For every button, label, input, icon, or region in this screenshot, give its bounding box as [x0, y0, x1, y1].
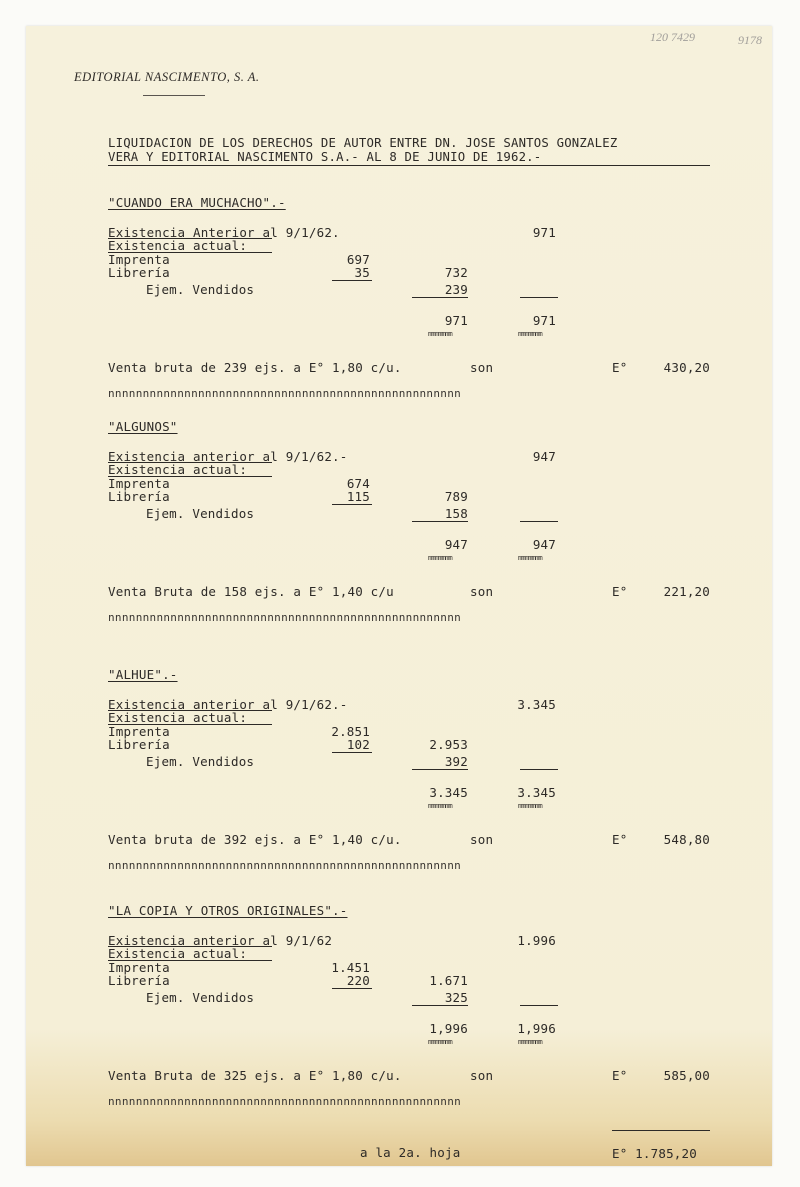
existencia-actual-underline: [108, 462, 272, 463]
libreria-sum-rule: [332, 280, 372, 281]
vendidos-sum-rule: [412, 521, 468, 522]
libreria-value: 35: [354, 265, 370, 280]
venta-amount: 548,80: [663, 832, 710, 847]
vendidos-label: Ejem. Vendidos: [146, 282, 255, 297]
libreria-value: 102: [346, 737, 370, 752]
vendidos-label: Ejem. Vendidos: [146, 506, 255, 521]
existencia-actual-label: Existencia actual:: [108, 710, 248, 725]
title-underline: [108, 165, 710, 166]
total-left-double-underline: mmmmmmm: [428, 330, 452, 338]
actual-total-value: 2.953: [429, 737, 468, 752]
libreria-value: 220: [346, 973, 370, 988]
imprenta-label: Imprenta: [108, 960, 170, 975]
libreria-value: 115: [346, 489, 370, 504]
existencia-anterior-label: Existencia anterior al 9/1/62.-: [108, 449, 348, 464]
currency-label: E°: [612, 584, 628, 599]
existencia-anterior-value: 1.996: [517, 933, 556, 948]
section-title: "CUANDO ERA MUCHACHO".-: [108, 195, 286, 210]
venta-amount: 585,00: [663, 1068, 710, 1083]
total-right-double-underline: mmmmmmm: [518, 802, 542, 810]
existencia-anterior-value: 971: [532, 225, 556, 240]
son-label: son: [470, 360, 494, 375]
grand-total-rule: [612, 1130, 710, 1131]
libreria-sum-rule: [332, 752, 372, 753]
vendidos-value: 392: [444, 754, 468, 769]
libreria-sum-rule: [332, 988, 372, 989]
son-label: son: [470, 832, 494, 847]
existencia-actual-underline: [108, 946, 272, 947]
section-separator: nnnnnnnnnnnnnnnnnnnnnnnnnnnnnnnnnnnnnnnnnnnnnnnnnnn: [108, 1095, 462, 1108]
existencia-actual-underline-2: [108, 476, 272, 477]
vendidos-value: 325: [444, 990, 468, 1005]
actual-total-value: 1.671: [429, 973, 468, 988]
total-left-double-underline: mmmmmmm: [428, 1038, 452, 1046]
existencia-actual-underline-2: [108, 960, 272, 961]
total-left-double-underline: mmmmmmm: [428, 554, 452, 562]
letterhead-company: EDITORIAL NASCIMENTO, S. A.: [74, 70, 260, 84]
total-right: 1,996: [517, 1021, 556, 1036]
total-left-double-underline: mmmmmmm: [428, 802, 452, 810]
imprenta-value: 697: [346, 252, 370, 267]
libreria-label: Librería: [108, 973, 170, 988]
section-separator: nnnnnnnnnnnnnnnnnnnnnnnnnnnnnnnnnnnnnnnnnnnnnnnnnnn: [108, 859, 462, 872]
imprenta-label: Imprenta: [108, 252, 170, 267]
total-right-rule: [520, 769, 558, 770]
total-right: 3.345: [517, 785, 556, 800]
section-separator: nnnnnnnnnnnnnnnnnnnnnnnnnnnnnnnnnnnnnnnnnnnnnnnnnnn: [108, 387, 462, 400]
existencia-actual-underline: [108, 238, 272, 239]
total-right-double-underline: mmmmmmm: [518, 330, 542, 338]
existencia-anterior-label: Existencia anterior al 9/1/62: [108, 933, 333, 948]
vendidos-sum-rule: [412, 1005, 468, 1006]
currency-label: E°: [612, 832, 628, 847]
grand-total: E° 1.785,20: [612, 1146, 697, 1161]
libreria-label: Librería: [108, 737, 170, 752]
existencia-actual-underline-2: [108, 252, 272, 253]
vendidos-label: Ejem. Vendidos: [146, 754, 255, 769]
existencia-anterior-label: Existencia anterior al 9/1/62.-: [108, 697, 348, 712]
document-title-line1: LIQUIDACION DE LOS DERECHOS DE AUTOR ENTRE DN. JOSE SANTOS GONZALEZ: [108, 136, 618, 150]
total-left: 3.345: [429, 785, 468, 800]
vendidos-label: Ejem. Vendidos: [146, 990, 255, 1005]
existencia-actual-underline: [108, 710, 272, 711]
total-left: 1,996: [429, 1021, 468, 1036]
letterhead-rule: [143, 95, 205, 96]
total-left: 971: [444, 313, 468, 328]
archive-folio: 9178: [738, 33, 762, 47]
imprenta-label: Imprenta: [108, 476, 170, 491]
libreria-sum-rule: [332, 504, 372, 505]
total-right-rule: [520, 297, 558, 298]
venta-amount: 430,20: [663, 360, 710, 375]
section-separator: nnnnnnnnnnnnnnnnnnnnnnnnnnnnnnnnnnnnnnnnnnnnnnnnnnn: [108, 611, 462, 624]
existencia-actual-label: Existencia actual:: [108, 946, 248, 961]
son-label: son: [470, 1068, 494, 1083]
vendidos-value: 158: [444, 506, 468, 521]
existencia-anterior-value: 947: [532, 449, 556, 464]
section-title: "ALHUE".-: [108, 667, 178, 682]
total-right-rule: [520, 521, 558, 522]
currency-label: E°: [612, 1068, 628, 1083]
currency-label: E°: [612, 360, 628, 375]
existencia-anterior-value: 3.345: [517, 697, 556, 712]
total-right: 947: [532, 537, 556, 552]
vendidos-sum-rule: [412, 769, 468, 770]
venta-text: Venta bruta de 239 ejs. a E° 1,80 c/u.: [108, 360, 402, 375]
venta-text: Venta Bruta de 158 ejs. a E° 1,40 c/u: [108, 584, 394, 599]
archive-code: 120 7429: [650, 30, 695, 44]
total-right-double-underline: mmmmmmm: [518, 1038, 542, 1046]
section-title: "LA COPIA Y OTROS ORIGINALES".-: [108, 903, 348, 918]
actual-total-value: 789: [444, 489, 468, 504]
continues-note: a la 2a. hoja: [360, 1145, 461, 1160]
venta-text: Venta bruta de 392 ejs. a E° 1,40 c/u.: [108, 832, 402, 847]
vendidos-sum-rule: [412, 297, 468, 298]
venta-amount: 221,20: [663, 584, 710, 599]
imprenta-value: 1.451: [331, 960, 370, 975]
imprenta-label: Imprenta: [108, 724, 170, 739]
existencia-anterior-label: Existencia Anterior al 9/1/62.: [108, 225, 340, 240]
total-right-double-underline: mmmmmmm: [518, 554, 542, 562]
actual-total-value: 732: [444, 265, 468, 280]
existencia-actual-label: Existencia actual:: [108, 238, 248, 253]
total-right: 971: [532, 313, 556, 328]
vendidos-value: 239: [444, 282, 468, 297]
imprenta-value: 2.851: [331, 724, 370, 739]
total-right-rule: [520, 1005, 558, 1006]
libreria-label: Librería: [108, 489, 170, 504]
total-left: 947: [444, 537, 468, 552]
existencia-actual-underline-2: [108, 724, 272, 725]
section-title: "ALGUNOS": [108, 419, 178, 434]
libreria-label: Librería: [108, 265, 170, 280]
document-title-line2: VERA Y EDITORIAL NASCIMENTO S.A.- AL 8 DE JUNIO DE 1962.-: [108, 150, 542, 164]
son-label: son: [470, 584, 494, 599]
imprenta-value: 674: [346, 476, 370, 491]
existencia-actual-label: Existencia actual:: [108, 462, 248, 477]
venta-text: Venta Bruta de 325 ejs. a E° 1,80 c/u.: [108, 1068, 402, 1083]
